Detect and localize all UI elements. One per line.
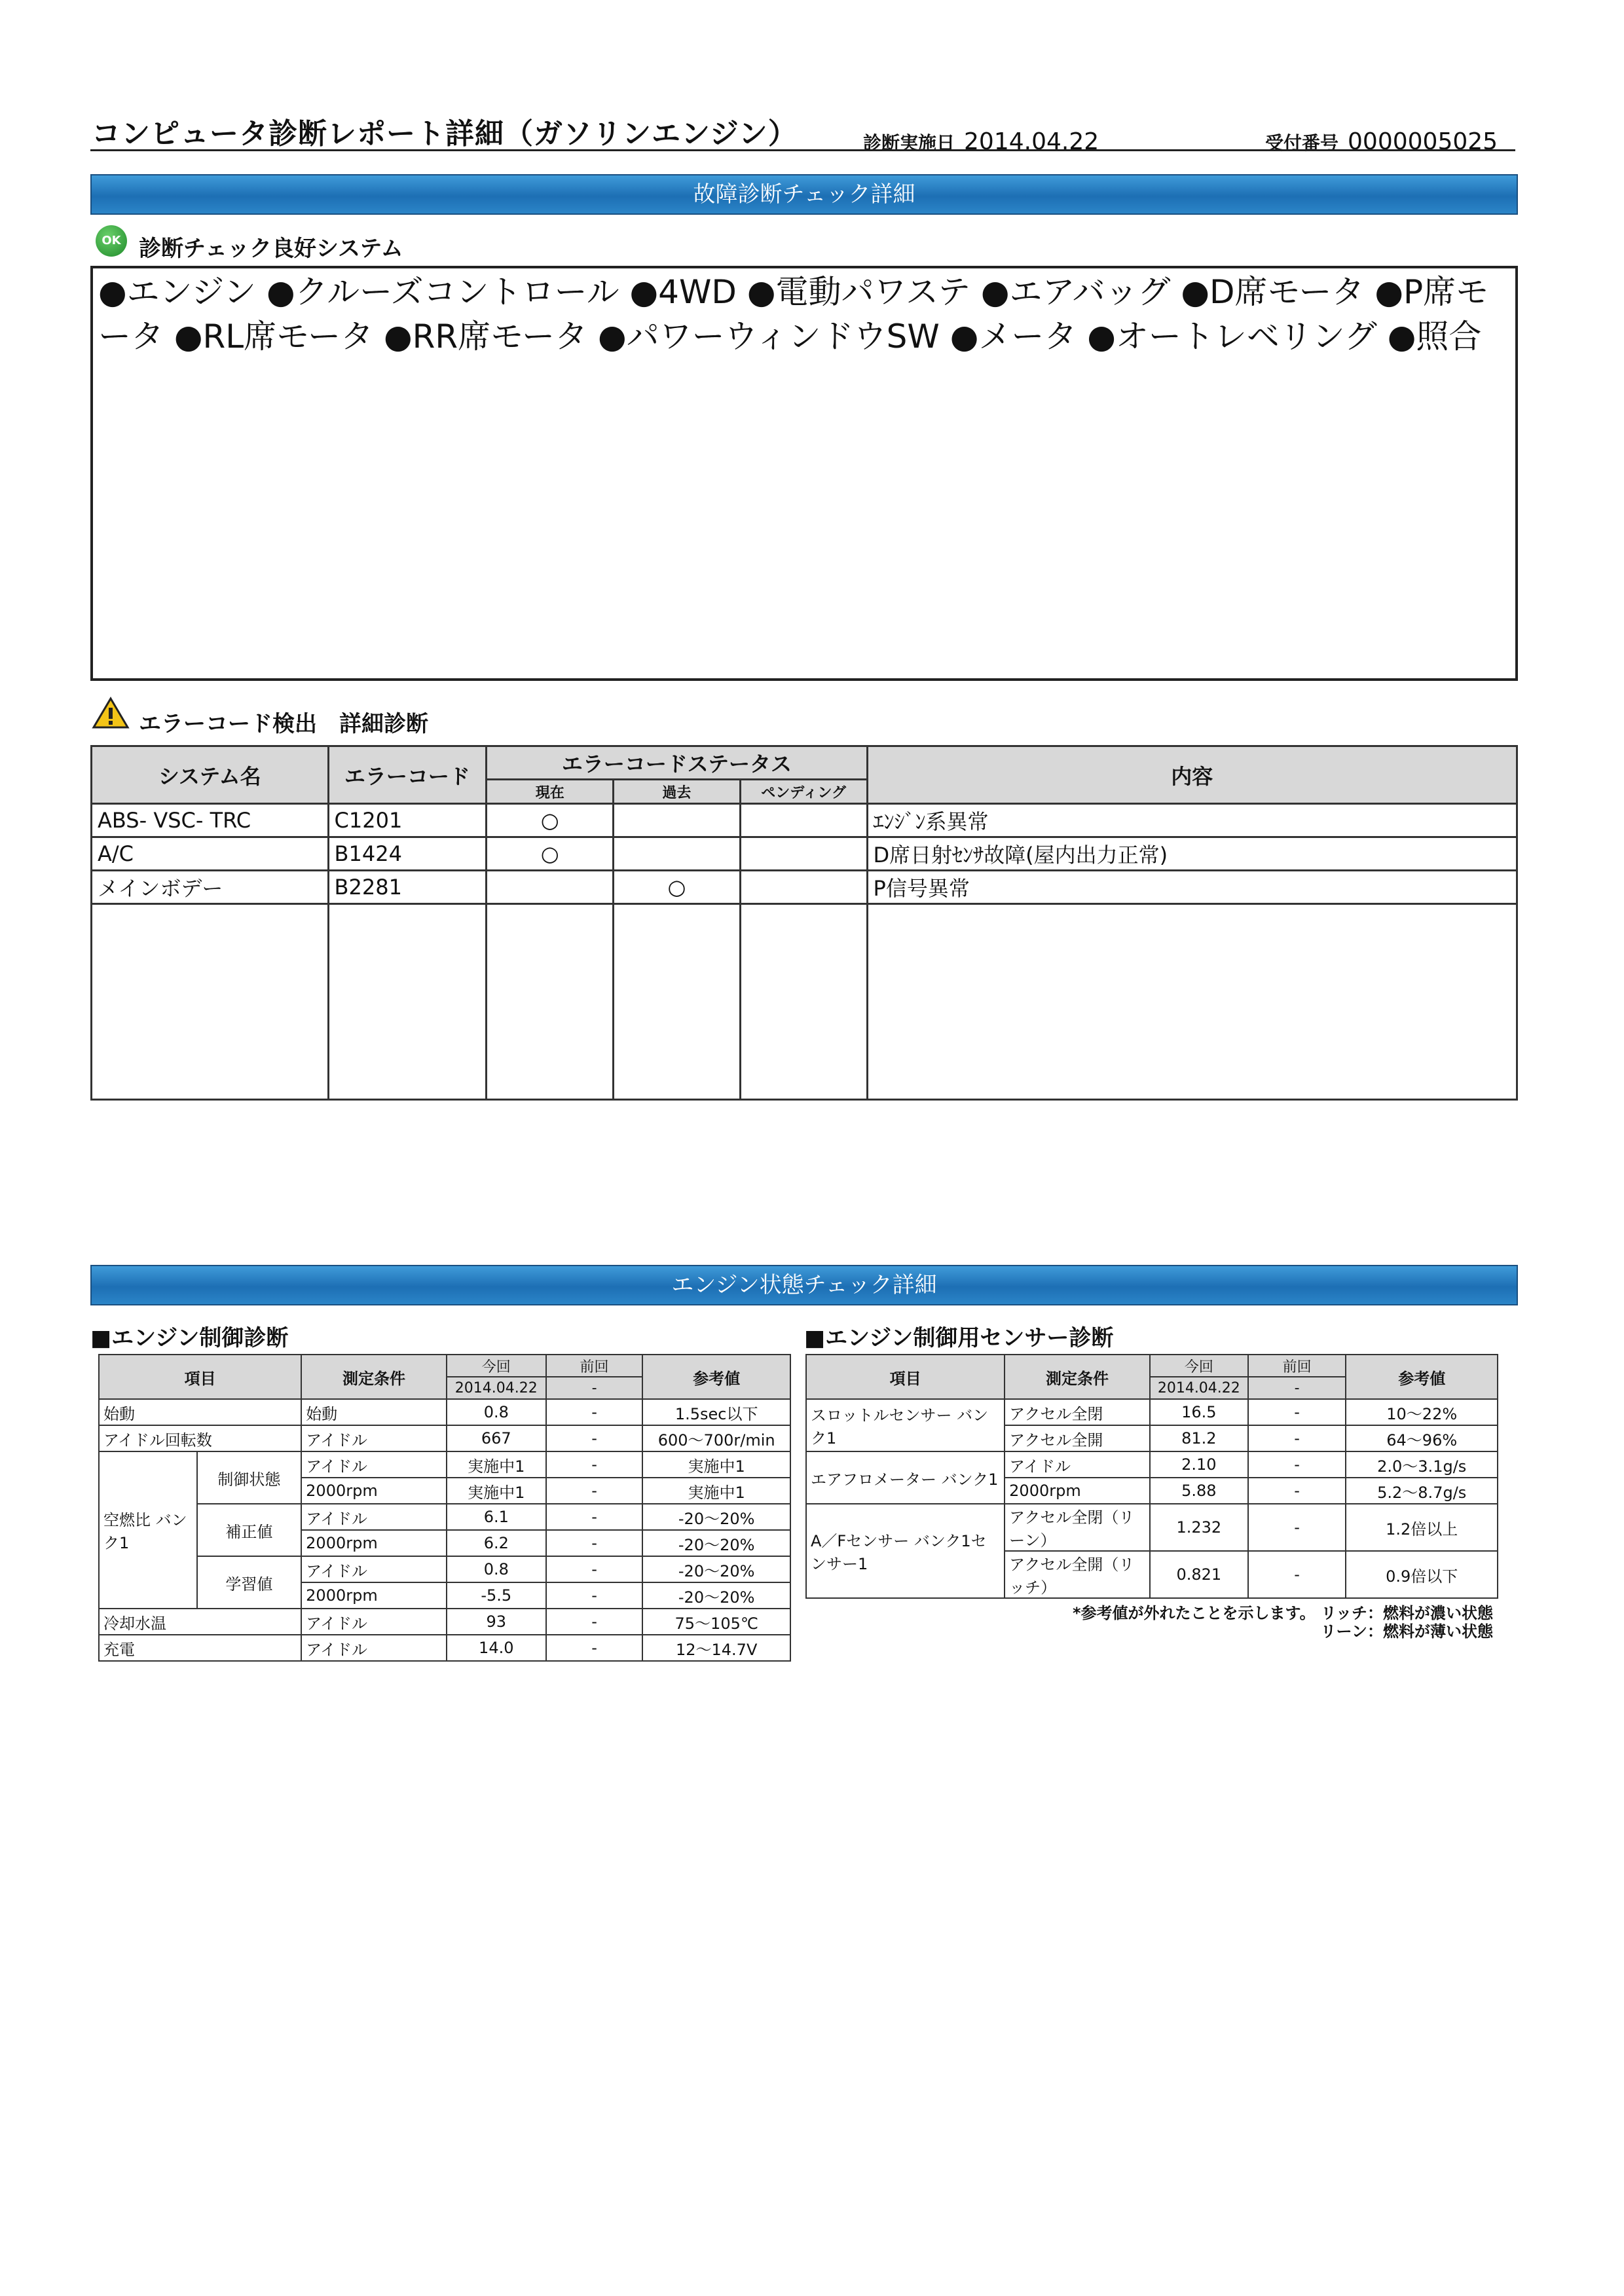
cell-ref: -20〜20% bbox=[642, 1556, 790, 1582]
cell-prev: - bbox=[1248, 1425, 1346, 1451]
cell-current: ○ bbox=[487, 804, 614, 837]
empty-cell bbox=[614, 904, 741, 1100]
cell-prev: - bbox=[546, 1399, 643, 1425]
cell-system: メインボデー bbox=[92, 871, 329, 904]
cell-condition: アイドル bbox=[301, 1425, 447, 1451]
header-content: 内容 bbox=[867, 746, 1517, 804]
cell-content: D席日射ｾﾝｻ故障(屋内出力正常) bbox=[867, 837, 1517, 871]
engine-control-table bbox=[98, 1354, 791, 1662]
cell-condition: 2000rpm bbox=[301, 1530, 447, 1556]
empty-cell bbox=[740, 904, 867, 1100]
header-reference: 参考値 bbox=[642, 1355, 790, 1399]
cell-now: 14.0 bbox=[447, 1635, 546, 1661]
table-row bbox=[99, 1609, 790, 1635]
cell-prev: - bbox=[546, 1504, 643, 1530]
cell-prev: - bbox=[1248, 1399, 1346, 1425]
cell-now: 実施中1 bbox=[447, 1451, 546, 1478]
cell-now: 0.821 bbox=[1150, 1551, 1248, 1598]
table-row bbox=[806, 1399, 1498, 1425]
cell-prev: - bbox=[1248, 1478, 1346, 1504]
cell-condition: 始動 bbox=[301, 1399, 447, 1425]
header-previous-date: - bbox=[546, 1377, 643, 1399]
cell-item: アイドル回転数 bbox=[99, 1425, 301, 1451]
cell-condition: アクセル全開 bbox=[1005, 1425, 1150, 1451]
cell-ref: -20〜20% bbox=[642, 1582, 790, 1609]
cell-prev: - bbox=[546, 1609, 643, 1635]
cell-past bbox=[614, 804, 741, 837]
engine-control-title: ■エンジン制御診断 bbox=[90, 1325, 289, 1351]
cell-pending bbox=[740, 837, 867, 871]
cell-ref: 0.9倍以下 bbox=[1346, 1551, 1498, 1598]
cell-condition: アイドル bbox=[301, 1451, 447, 1478]
cell-subitem: 補正値 bbox=[197, 1504, 302, 1556]
empty-cell bbox=[867, 904, 1517, 1100]
inspection-date-label: 診断実施日 bbox=[863, 132, 955, 154]
header-current: 今回 bbox=[1150, 1355, 1248, 1377]
cell-content: P信号異常 bbox=[867, 871, 1517, 904]
cell-condition: アイドル bbox=[301, 1635, 447, 1661]
empty-cell bbox=[328, 904, 487, 1100]
cell-condition: アイドル bbox=[1005, 1451, 1150, 1478]
cell-pending bbox=[740, 871, 867, 904]
report-title: コンピュータ診断レポート詳細（ガソリンエンジン） bbox=[92, 117, 798, 151]
table-header-row bbox=[99, 1355, 790, 1377]
cell-condition: アクセル全開（リッチ） bbox=[1005, 1551, 1150, 1598]
empty-cell bbox=[487, 904, 614, 1100]
cell-now: 実施中1 bbox=[447, 1478, 546, 1504]
cell-now: 5.88 bbox=[1150, 1478, 1248, 1504]
cell-ref: 10〜22% bbox=[1346, 1399, 1498, 1425]
header-condition: 測定条件 bbox=[1005, 1355, 1150, 1399]
cell-current bbox=[487, 871, 614, 904]
cell-item: 冷却水温 bbox=[99, 1609, 301, 1635]
section-bar-engine-check: エンジン状態チェック詳細 bbox=[90, 1265, 1518, 1305]
cell-current: ○ bbox=[487, 837, 614, 871]
cell-ref: 5.2〜8.7g/s bbox=[1346, 1478, 1498, 1504]
cell-condition: アイドル bbox=[301, 1504, 447, 1530]
sensor-control-table bbox=[805, 1354, 1498, 1599]
cell-subitem: 制御状態 bbox=[197, 1451, 302, 1504]
header-current: 現在 bbox=[487, 780, 614, 804]
table-row bbox=[99, 1425, 790, 1451]
error-code-label: エラーコード検出 詳細診断 bbox=[139, 711, 428, 737]
table-header-row bbox=[92, 746, 1517, 780]
header-code: エラーコード bbox=[328, 746, 487, 804]
cell-now: 667 bbox=[447, 1425, 546, 1451]
header-past: 過去 bbox=[614, 780, 741, 804]
note-line: *参考値が外れたことを示します。 リッチ：燃料が濃い状態 bbox=[1072, 1604, 1493, 1622]
sensor-control-title: ■エンジン制御用センサー診断 bbox=[804, 1325, 1114, 1351]
table-row bbox=[806, 1504, 1498, 1551]
cell-item: 始動 bbox=[99, 1399, 301, 1425]
cell-now: 6.1 bbox=[447, 1504, 546, 1530]
table-header-row bbox=[806, 1355, 1498, 1377]
header-previous: 前回 bbox=[1248, 1355, 1346, 1377]
cell-now: 0.8 bbox=[447, 1556, 546, 1582]
reference-note bbox=[1061, 1604, 1493, 1641]
header-item: 項目 bbox=[99, 1355, 301, 1399]
cell-prev: - bbox=[1248, 1504, 1346, 1551]
table-row bbox=[99, 1556, 790, 1582]
header-previous-date: - bbox=[1248, 1377, 1346, 1399]
table-row bbox=[806, 1451, 1498, 1478]
cell-ref: 実施中1 bbox=[642, 1478, 790, 1504]
header-condition: 測定条件 bbox=[301, 1355, 447, 1399]
cell-prev: - bbox=[546, 1635, 643, 1661]
table-row bbox=[92, 871, 1517, 904]
cell-condition: アクセル全閉（リーン） bbox=[1005, 1504, 1150, 1551]
header-pending: ペンディング bbox=[740, 780, 867, 804]
cell-past: ○ bbox=[614, 871, 741, 904]
cell-subitem: 学習値 bbox=[197, 1556, 302, 1609]
section-bar-fault-check: 故障診断チェック詳細 bbox=[90, 174, 1518, 215]
cell-prev: - bbox=[546, 1582, 643, 1609]
cell-now: -5.5 bbox=[447, 1582, 546, 1609]
header-system: システム名 bbox=[92, 746, 329, 804]
cell-now: 81.2 bbox=[1150, 1425, 1248, 1451]
cell-now: 0.8 bbox=[447, 1399, 546, 1425]
cell-condition: 2000rpm bbox=[1005, 1478, 1150, 1504]
cell-now: 93 bbox=[447, 1609, 546, 1635]
cell-code: C1201 bbox=[328, 804, 487, 837]
table-row bbox=[99, 1451, 790, 1478]
cell-now: 1.232 bbox=[1150, 1504, 1248, 1551]
cell-condition: アクセル全閉 bbox=[1005, 1399, 1150, 1425]
cell-prev: - bbox=[546, 1478, 643, 1504]
cell-prev: - bbox=[546, 1451, 643, 1478]
cell-condition: アイドル bbox=[301, 1556, 447, 1582]
header-current-date: 2014.04.22 bbox=[447, 1377, 546, 1399]
error-code-table bbox=[90, 745, 1518, 1101]
reception-number-label: 受付番号 bbox=[1265, 132, 1339, 154]
table-row bbox=[99, 1399, 790, 1425]
cell-system: ABS- VSC- TRC bbox=[92, 804, 329, 837]
header-current: 今回 bbox=[447, 1355, 546, 1377]
table-row bbox=[92, 837, 1517, 871]
cell-prev: - bbox=[546, 1556, 643, 1582]
table-row bbox=[99, 1504, 790, 1530]
cell-ref: 12〜14.7V bbox=[642, 1635, 790, 1661]
table-row bbox=[99, 1635, 790, 1661]
reception-number-value: 0000005025 bbox=[1348, 128, 1498, 155]
cell-system: A/C bbox=[92, 837, 329, 871]
cell-ref: 1.5sec以下 bbox=[642, 1399, 790, 1425]
cell-item: スロットルセンサー バンク1 bbox=[806, 1399, 1005, 1451]
header-previous: 前回 bbox=[546, 1355, 643, 1377]
cell-ref: 実施中1 bbox=[642, 1451, 790, 1478]
cell-code: B1424 bbox=[328, 837, 487, 871]
cell-prev: - bbox=[1248, 1451, 1346, 1478]
cell-pending bbox=[740, 804, 867, 837]
header-reference: 参考値 bbox=[1346, 1355, 1498, 1399]
header-item: 項目 bbox=[806, 1355, 1005, 1399]
empty-cell bbox=[92, 904, 329, 1100]
cell-code: B2281 bbox=[328, 871, 487, 904]
cell-condition: 2000rpm bbox=[301, 1478, 447, 1504]
table-row-empty bbox=[92, 904, 1517, 1100]
cell-content: ｴﾝｼﾞﾝ系異常 bbox=[867, 804, 1517, 837]
title-underline bbox=[90, 149, 1515, 151]
inspection-date-value: 2014.04.22 bbox=[964, 128, 1099, 155]
cell-ref: -20〜20% bbox=[642, 1504, 790, 1530]
table-row bbox=[92, 804, 1517, 837]
cell-now: 16.5 bbox=[1150, 1399, 1248, 1425]
note-line: リーン：燃料が薄い状態 bbox=[1320, 1622, 1493, 1641]
header-status: エラーコードステータス bbox=[487, 746, 867, 780]
cell-ref: 2.0〜3.1g/s bbox=[1346, 1451, 1498, 1478]
ok-systems-label: 診断チェック良好システム bbox=[139, 236, 403, 262]
cell-ref: 1.2倍以上 bbox=[1346, 1504, 1498, 1551]
cell-past bbox=[614, 837, 741, 871]
cell-condition: アイドル bbox=[301, 1609, 447, 1635]
header-current-date: 2014.04.22 bbox=[1150, 1377, 1248, 1399]
cell-ref: 600〜700r/min bbox=[642, 1425, 790, 1451]
cell-prev: - bbox=[546, 1425, 643, 1451]
cell-af-item: 空燃比 バンク1 bbox=[99, 1451, 197, 1609]
cell-condition: 2000rpm bbox=[301, 1582, 447, 1609]
cell-item: 充電 bbox=[99, 1635, 301, 1661]
warning-icon bbox=[92, 697, 130, 732]
cell-ref: 75〜105℃ bbox=[642, 1609, 790, 1635]
ok-icon: OK bbox=[96, 225, 127, 257]
cell-ref: 64〜96% bbox=[1346, 1425, 1498, 1451]
cell-now: 2.10 bbox=[1150, 1451, 1248, 1478]
ok-systems-list: ●エンジン ●クルーズコントロール ●4WD ●電動パワステ ●エアバッグ ●D席モータ ●P席モータ ●RL席モータ ●RR席モータ ●パワーウィンドウSW ●メータ ●オートレベリング ●照合 bbox=[98, 273, 1489, 355]
cell-ref: -20〜20% bbox=[642, 1530, 790, 1556]
cell-now: 6.2 bbox=[447, 1530, 546, 1556]
cell-item: A／Fセンサー バンク1センサー1 bbox=[806, 1504, 1005, 1598]
cell-prev: - bbox=[546, 1530, 643, 1556]
cell-item: エアフロメーター バンク1 bbox=[806, 1451, 1005, 1504]
cell-prev: - bbox=[1248, 1551, 1346, 1598]
